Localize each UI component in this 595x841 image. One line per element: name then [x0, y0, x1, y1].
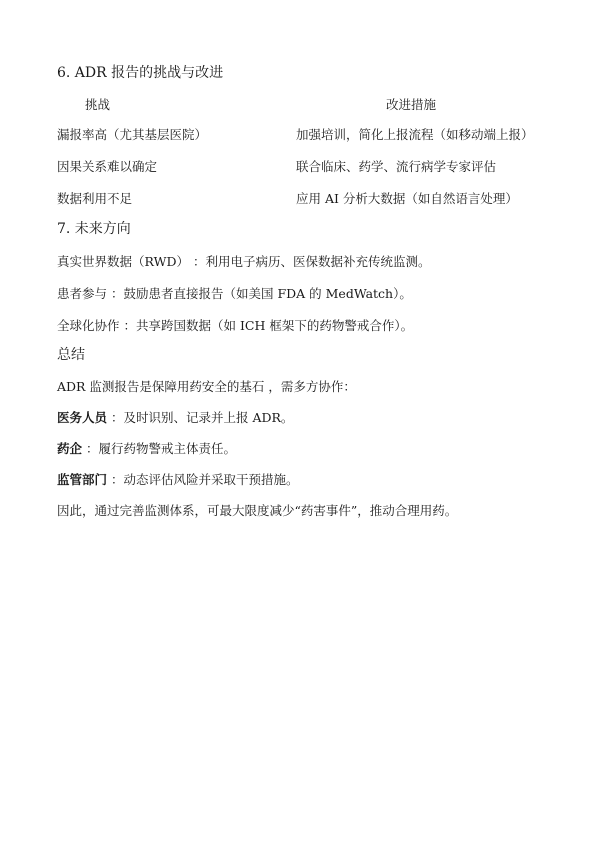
role-description: ：动态评估风险并采取干预措施。	[107, 472, 299, 487]
summary-heading: 总结	[57, 347, 85, 363]
table-cell-measure: 应用 AI 分析大数据（如自然语言处理）	[296, 191, 518, 206]
future-direction-item: 全球化协作 ：共享跨国数据（如 ICH 框架下的药物警戒合作）。	[57, 318, 414, 333]
future-direction-item: 患者参与 ：鼓励患者直接报告（如美国 FDA 的 MedWatch）。	[57, 286, 412, 301]
future-direction-item: 真实世界数据（RWD） ：利用电子病历、医保数据补充传统监测。	[57, 254, 431, 269]
summary-role-item	[57, 441, 236, 457]
table-cell-challenge: 漏报率高（尤其基层医院）	[57, 127, 208, 142]
section-7-heading: 7. 未来方向	[57, 221, 131, 237]
table-header-challenge: 挑战	[85, 97, 111, 112]
table-cell-challenge: 数据利用不足	[57, 191, 133, 206]
role-name: 药企	[57, 441, 83, 456]
role-description: ：及时识别、记录并上报 ADR。	[107, 410, 294, 425]
summary-role-item	[57, 410, 293, 426]
role-name: 医务人员	[57, 410, 108, 425]
summary-conclusion: 因此，通过完善监测体系，可最大限度减少“药害事件”，推动合理用药。	[57, 503, 458, 518]
table-cell-measure: 联合临床、药学、流行病学专家评估	[296, 159, 497, 174]
summary-intro: ADR 监测报告是保障用药安全的基石 ，需多方协作：	[57, 379, 356, 394]
role-name: 监管部门	[57, 472, 108, 487]
table-header-measure: 改进措施	[386, 97, 437, 112]
section-6-heading: 6. ADR 报告的挑战与改进	[57, 65, 224, 81]
role-description: ：履行药物警戒主体责任。	[82, 441, 236, 456]
table-cell-challenge: 因果关系难以确定	[57, 159, 158, 174]
table-cell-measure: 加强培训，简化上报流程（如移动端上报）	[296, 127, 534, 142]
summary-role-item	[57, 472, 299, 488]
